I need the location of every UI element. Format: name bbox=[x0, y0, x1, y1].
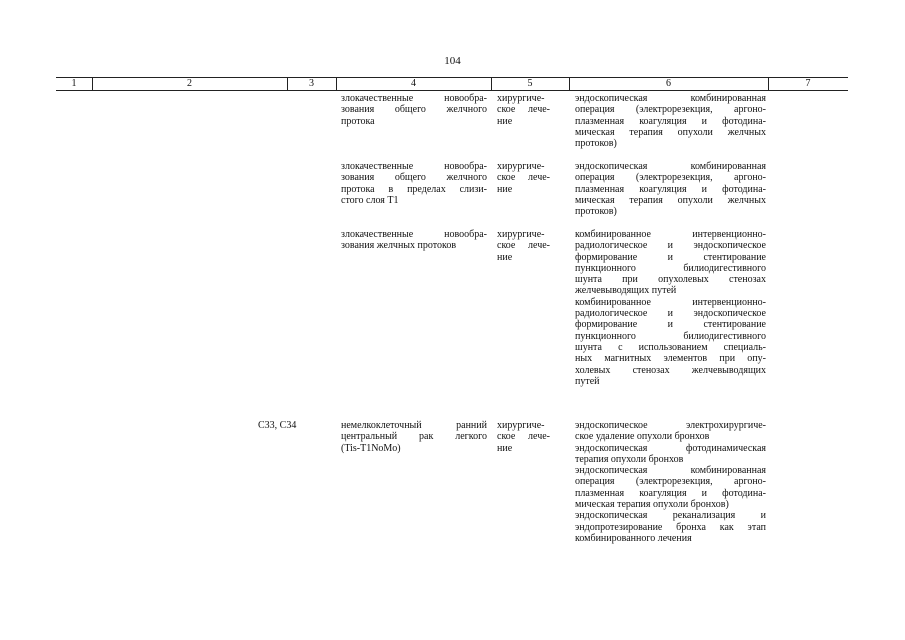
row-1-methods bbox=[575, 93, 766, 149]
text-line: мическая терапия опухоли желчных bbox=[575, 126, 766, 138]
text-line: эндопротезирование бронха как этап bbox=[575, 521, 766, 533]
row-2-methods bbox=[575, 161, 766, 217]
text-line: эндоскопическое электрохирургиче- bbox=[575, 420, 766, 431]
text-line: операция (электрорезекция, аргоно- bbox=[575, 172, 766, 184]
text-line: ское лече- bbox=[497, 431, 550, 443]
row-2-treatment bbox=[497, 161, 550, 195]
text-line: желчевыводящих путей bbox=[575, 285, 677, 297]
text-line: злокачественные новообра- bbox=[341, 229, 487, 240]
text-line: ние bbox=[497, 183, 513, 195]
text-line: операция (электрорезекция, аргоно- bbox=[575, 104, 766, 116]
text-line: операция (электрорезекция, аргоно- bbox=[575, 476, 766, 488]
text-line: комбинированного лечения bbox=[575, 532, 692, 544]
row-4-treatment bbox=[497, 420, 550, 454]
text-line: эндоскопическая комбинированная bbox=[575, 465, 766, 477]
text-line: шунта при опухолевых стенозах bbox=[575, 274, 766, 286]
page-number: 104 bbox=[444, 55, 461, 67]
text-line: ское лече- bbox=[497, 104, 550, 116]
text-line: путей bbox=[575, 375, 600, 387]
header-cell-4: 4 bbox=[411, 78, 416, 89]
text-line: хирургиче- bbox=[497, 161, 545, 172]
text-line: ных магнитных элементов при опу- bbox=[575, 353, 766, 365]
text-line: формирование и стентирование bbox=[575, 251, 766, 263]
text-line: протока bbox=[341, 115, 375, 127]
text-line: ние bbox=[497, 251, 513, 263]
text-line: (Tis-T1NoMo) bbox=[341, 442, 401, 454]
text-line: центральный рак легкого bbox=[341, 431, 487, 443]
text-line: ское лече- bbox=[497, 240, 550, 252]
text-line: эндоскопическая реканализация и bbox=[575, 510, 766, 522]
text-line: C33, C34 bbox=[258, 420, 297, 431]
text-line: протока в пределах слизи- bbox=[341, 183, 487, 195]
text-line: плазменная коагуляция и фотодина- bbox=[575, 183, 766, 195]
text-line: холевых стенозах желчевыводящих bbox=[575, 364, 766, 376]
text-line: плазменная коагуляция и фотодина- bbox=[575, 487, 766, 499]
header-cell-2: 2 bbox=[187, 78, 192, 89]
header-cell-5: 5 bbox=[527, 78, 533, 89]
text-line: стого слоя T1 bbox=[341, 194, 399, 206]
text-line: зования общего желчного bbox=[341, 104, 487, 116]
header-cell-7: 7 bbox=[805, 78, 811, 89]
text-line: хирургиче- bbox=[497, 93, 545, 104]
text-line: радиологическое и эндоскопическое bbox=[575, 240, 766, 252]
row-1-diagnosis bbox=[341, 93, 487, 127]
text-line: терапия опухоли бронхов bbox=[575, 453, 684, 465]
text-line: плазменная коагуляция и фотодина- bbox=[575, 115, 766, 127]
text-line: ское удаление опухоли бронхов bbox=[575, 431, 710, 443]
row-1-treatment bbox=[497, 93, 550, 127]
header-cell-3: 3 bbox=[309, 78, 314, 89]
text-line: зования желчных протоков bbox=[341, 240, 457, 252]
text-line: мическая терапия опухоли бронхов) bbox=[575, 499, 729, 511]
header-cell-6: 6 bbox=[666, 78, 671, 89]
text-line: ние bbox=[497, 442, 513, 454]
text-line: злокачественные новообра- bbox=[341, 161, 487, 172]
row-3-diagnosis bbox=[341, 229, 487, 252]
text-line: немелкоклеточный ранний bbox=[341, 420, 487, 431]
text-line: хирургиче- bbox=[497, 229, 545, 240]
text-line: пункционного билиодигестивного bbox=[575, 262, 766, 274]
header-cell-1: 1 bbox=[71, 78, 77, 89]
text-line: комбинированное интервенционно- bbox=[575, 229, 766, 240]
text-line: протоков) bbox=[575, 206, 617, 218]
text-line: эндоскопическая комбинированная bbox=[575, 161, 766, 172]
text-line: шунта с использованием специаль- bbox=[575, 341, 766, 353]
row-2-diagnosis bbox=[341, 161, 487, 206]
text-line: эндоскопическая фотодинамическая bbox=[575, 442, 766, 454]
text-line: зования общего желчного bbox=[341, 172, 487, 184]
text-line: пункционного билиодигестивного bbox=[575, 330, 766, 342]
text-line: злокачественные новообра- bbox=[341, 93, 487, 104]
row-3-methods bbox=[575, 229, 766, 387]
row-4-codes bbox=[258, 420, 338, 431]
text-line: хирургиче- bbox=[497, 420, 545, 431]
row-4-diagnosis bbox=[341, 420, 487, 454]
row-3-treatment bbox=[497, 229, 550, 263]
text-line: формирование и стентирование bbox=[575, 319, 766, 331]
text-line: ское лече- bbox=[497, 172, 550, 184]
text-line: эндоскопическая комбинированная bbox=[575, 93, 766, 104]
row-4-methods bbox=[575, 420, 766, 544]
table-header-row bbox=[56, 77, 848, 91]
text-line: ние bbox=[497, 115, 513, 127]
text-line: радиологическое и эндоскопическое bbox=[575, 308, 766, 320]
text-line: комбинированное интервенционно- bbox=[575, 296, 766, 308]
text-line: мическая терапия опухоли желчных bbox=[575, 194, 766, 206]
text-line: протоков) bbox=[575, 138, 617, 150]
